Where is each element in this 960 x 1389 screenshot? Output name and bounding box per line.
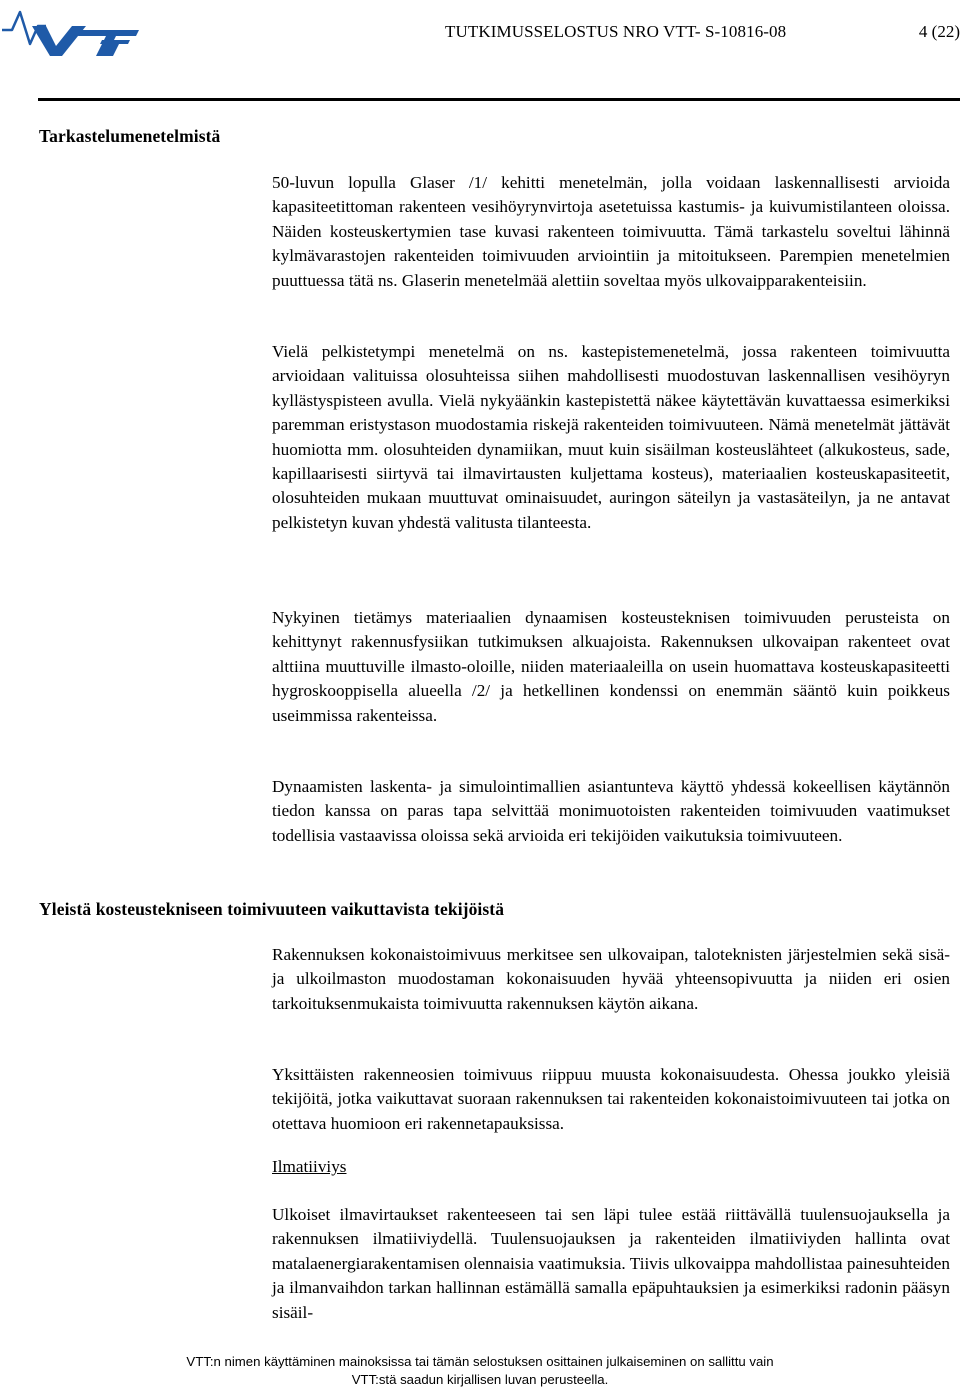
vtt-logo <box>2 4 142 56</box>
header-rule <box>38 98 960 101</box>
subheading-air-tightness: Ilmatiiviys <box>272 1157 347 1176</box>
page-number: 4 (22) <box>918 22 960 41</box>
section-heading-methods: Tarkastelumenetelmistä <box>39 126 221 146</box>
report-number: TUTKIMUSSELOSTUS NRO VTT- S-10816-08 <box>445 22 787 41</box>
paragraph: Ulkoiset ilmavirtaukset rakenteeseen tai sen läpi tulee estää riittävällä tuulensuojauksella ja rakennuksen ilmatiiviydellä. Tuulensuojauksen ja rakenteiden ilmatiiviyden hallinta ovat matalaenergiarakentamisen olennaisia vaatimuksia. Tiivis ulkovaippa mahdollistaa painesuhteiden ja ilmanvaihdon tarkan hallinnan estämällä samalla epäpuhtauksien ja esimerkiksi radonin pääsyn sisäil- <box>272 1205 950 1322</box>
paragraph: Yksittäisten rakenneosien toimivuus riippuu muusta kokonaisuudesta. Ohessa joukko yleisiä tekijöitä, jotka vaikuttavat suoraan rakennuksen tai rakenteiden kokonaistoimivuuteen tai jotka on otettava huomioon eri rakennetapauksissa. <box>272 1065 950 1133</box>
section-heading-factors: Yleistä kosteustekniseen toimivuuteen vaikuttavista tekijöistä <box>39 899 505 919</box>
paragraph: Rakennuksen kokonaistoimivuus merkitsee sen ulkovaipan, taloteknisten järjestelmien sekä sisä- ja ulkoilmaston muodostaman kokonaisuuden hyvää yhteensopivuutta ja niiden eri osien tarkoituksenmukaista toimivuutta rakennuksen käytön aikana. <box>272 945 950 1013</box>
paragraph: Nykyinen tietämys materiaalien dynaamisen kosteusteknisen toimivuuden perusteista on kehittynyt rakennusfysiikan tutkimuksen alkuajoista. Rakennuksen ulkovaipan rakenteet ovat alttiina muuttuville ilmasto-oloille, niiden materiaaleilla on usein huomattava kosteuskapasiteetti hygroskooppisella alueella /2/ ja hetkellinen kondenssi on enemmän sääntö kuin poikkeus useimmissa rakenteissa. <box>272 608 950 725</box>
paragraph: Dynaamisten laskenta- ja simulointimallien asiantunteva käyttö yhdessä kokeellisen käytännön tiedon kanssa on paras tapa selvittää monimuotoisten rakenteiden toimivuuden vaatimukset todellisia vastaavissa oloissa sekä arvioida eri tekijöiden vaikutuksia toimivuuteen. <box>272 777 950 845</box>
paragraph: Vielä pelkistetympi menetelmä on ns. kastepistemenetelmä, jossa rakenteen toimivuutta arvioidaan valituissa olosuhteissa siihen mahdollisesti muodostuvan laskennallisen vesihöyryn kyllästyspisteen avulla. Vielä nykyäänkin kastepistettä näkee käytettävän kuvattaessa esimerkiksi paremman eristystason muodostamia riskejä rakenteiden toimivuuteen. Nämä menetelmät jättävät huomiotta mm. olosuhteiden dynamiikan, muut kuin sisäilman kosteuslähteet (alkukosteus, sade, kapillaarisesti siirtyvä tai ilmavirtausten kuljettama kosteus), materiaalien kosteuskapasiteetit, olosuhteiden mukaan muuttuvat ominaisuudet, auringon säteilyn ja vastasäteilyn, ja ne antavat pelkistetyn kuvan yhdestä valitusta tilanteesta. <box>272 342 950 532</box>
footer-line-2: VTT:stä saadun kirjallisen luvan perusteella. <box>351 1372 609 1387</box>
footer-notice <box>0 1353 960 1389</box>
vtt-logo-graphic <box>2 4 142 56</box>
paragraph: 50-luvun lopulla Glaser /1/ kehitti menetelmän, jolla voidaan laskennallisesti arvioida kapasiteetittoman rakenteen vesihöyrynvirtoja asetetuissa kastumis- ja kuivumistilanteen oloissa. Näiden kosteuskertymien tase kuvasi rakenteen toimivuutta. Tämä tarkastelu soveltui lähinnä kylmävarastojen rakenteiden toimivuuden arviointiin ja mitoitukseen. Parempien menetelmien puuttuessa tätä ns. Glaserin menetelmää alettiin soveltaa myös ulkovaipparakenteisiin. <box>272 173 950 290</box>
footer-line-1: VTT:n nimen käyttäminen mainoksissa tai tämän selostuksen osittainen julkaiseminen on sallittu vain <box>186 1354 774 1369</box>
